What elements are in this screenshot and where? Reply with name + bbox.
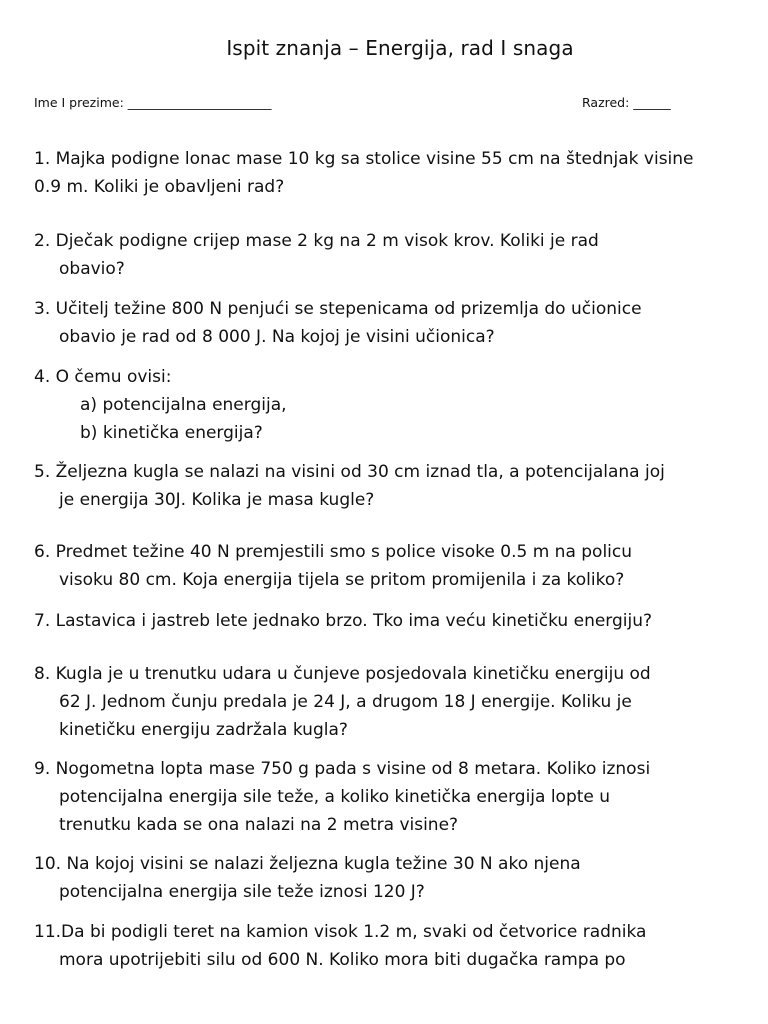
name-field: Ime I prezime: _______________________ (34, 95, 272, 110)
question-line: 11.Da bi podigli teret na kamion visok 1.2 m, svaki od četvorice radnika (34, 922, 647, 942)
question-line: a) potencijalna energija, (80, 395, 287, 415)
question-10 (34, 850, 581, 906)
question-line: 5. Željezna kugla se nalazi na visini od 30 cm iznad tla, a potencijalana joj (34, 462, 665, 482)
question-line: 1. Majka podigne lonac mase 10 kg sa stolice visine 55 cm na štednjak visine (34, 149, 694, 169)
question-line: trenutku kada se ona nalazi na 2 metra visine? (59, 815, 459, 835)
question-line: 3. Učitelj težine 800 N penjući se stepenicama od prizemlja do učionice (34, 299, 642, 319)
question-line: mora upotrijebiti silu od 600 N. Koliko mora biti dugačka rampa po (59, 950, 626, 970)
question-line: 10. Na kojoj visini se nalazi željezna kugla težine 30 N ako njena (34, 854, 581, 874)
question-line: potencijalna energija sile teže iznosi 120 J? (59, 882, 425, 902)
question-line: kinetičku energiju zadržala kugla? (59, 720, 348, 740)
question-line: 8. Kugla je u trenutku udara u čunjeve posjedovala kinetičku energiju od (34, 664, 651, 684)
question-line: 62 J. Jednom čunju predala je 24 J, a drugom 18 J energije. Koliku je (59, 692, 632, 712)
class-field: Razred: ______ (582, 95, 671, 110)
page-title: Ispit znanja – Energija, rad I snaga (226, 36, 574, 60)
question-line: 4. O čemu ovisi: (34, 367, 172, 387)
question-line: obavio? (59, 259, 125, 279)
question-line: potencijalna energija sile teže, a koliko kinetička energija lopte u (59, 787, 611, 807)
question-9 (34, 755, 650, 839)
question-5 (34, 458, 665, 514)
question-2 (34, 227, 599, 283)
question-3 (34, 295, 642, 351)
question-line: 2. Dječak podigne crijep mase 2 kg na 2 m visok krov. Koliki je rad (34, 231, 599, 251)
question-line: visoku 80 cm. Koja energija tijela se pritom promijenila i za koliko? (59, 570, 625, 590)
question-line: 0.9 m. Koliki je obavljeni rad? (34, 177, 285, 197)
question-7 (34, 607, 652, 635)
question-8 (34, 660, 651, 744)
question-line: obavio je rad od 8 000 J. Na kojoj je visini učionica? (59, 327, 495, 347)
question-line: 9. Nogometna lopta mase 750 g pada s visine od 8 metara. Koliko iznosi (34, 759, 651, 779)
question-line: 7. Lastavica i jastreb lete jednako brzo. Tko ima veću kinetičku energiju? (34, 611, 653, 631)
question-line: je energija 30J. Kolika je masa kugle? (59, 490, 375, 510)
question-11 (34, 918, 646, 974)
question-4 (34, 363, 287, 447)
question-line: 6. Predmet težine 40 N premjestili smo s police visoke 0.5 m na policu (34, 542, 633, 562)
question-6 (34, 538, 632, 594)
question-line: b) kinetička energija? (80, 423, 263, 443)
question-1 (34, 145, 694, 201)
